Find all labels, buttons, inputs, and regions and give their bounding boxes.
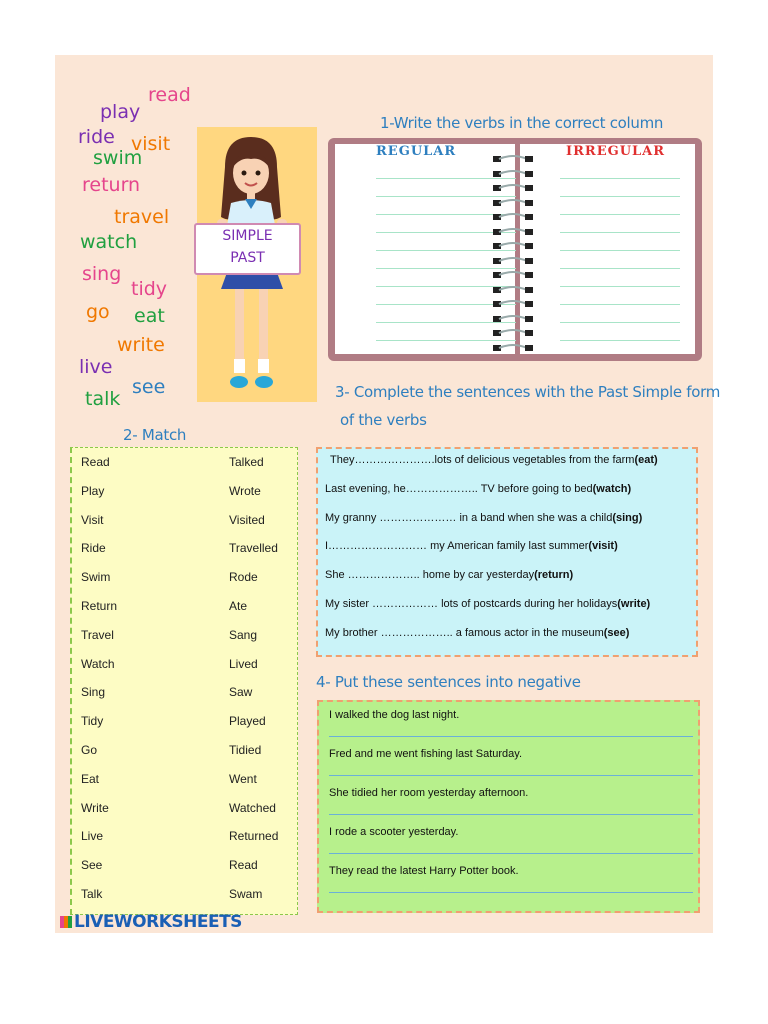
word-tidy: tidy <box>131 278 168 300</box>
complete-sentence[interactable] <box>325 598 650 610</box>
match-past-form[interactable]: Saw <box>229 685 253 700</box>
match-verb[interactable]: Sing <box>81 685 106 700</box>
answer-line[interactable] <box>560 304 680 305</box>
match-past-form[interactable]: Returned <box>229 829 279 844</box>
spiral-ring-icon <box>493 293 533 301</box>
sentence-text: I……………………… my American family last summer <box>325 540 589 553</box>
sentence-text: My sister ……………… lots of postcards during her holidays <box>325 598 618 610</box>
spiral-ring-icon <box>493 322 533 330</box>
answer-line[interactable] <box>560 232 680 233</box>
notebook-table <box>328 138 702 361</box>
match-box <box>70 447 298 915</box>
section2-title: 2- Match <box>123 426 187 444</box>
word-eat: eat <box>134 305 165 327</box>
spiral-ring-icon <box>493 279 533 287</box>
word-watch: watch <box>80 231 138 253</box>
match-past-form[interactable]: Swam <box>229 887 263 901</box>
match-past-form[interactable]: Went <box>229 771 257 786</box>
spiral-ring-icon <box>493 192 533 200</box>
match-verb[interactable]: Ride <box>81 541 106 556</box>
word-ride: ride <box>78 126 115 148</box>
sentence-verb: (watch) <box>592 482 632 495</box>
word-read: read <box>148 84 191 106</box>
answer-line[interactable] <box>560 214 680 215</box>
sentence-verb: (see) <box>603 626 630 639</box>
match-verb[interactable]: Watch <box>81 656 115 671</box>
match-verb[interactable]: Go <box>81 743 98 757</box>
complete-sentences-box <box>316 447 698 657</box>
match-past-form[interactable]: Played <box>229 714 266 729</box>
sentence-text: Last evening, he……………….. TV before going to bed <box>325 482 593 495</box>
word-play: play <box>100 101 141 123</box>
sentence-text: My granny ………………… in a band when she was a child <box>325 511 613 524</box>
match-verb[interactable]: Visit <box>81 512 104 527</box>
answer-line[interactable] <box>560 286 680 287</box>
word-return: return <box>82 174 141 196</box>
sentence-text: She ……………….. home by car yesterday <box>325 569 535 582</box>
complete-sentence[interactable] <box>325 483 631 495</box>
spiral-ring-icon <box>493 250 533 258</box>
simple-past-sign <box>194 223 301 275</box>
answer-line[interactable] <box>329 814 693 815</box>
spiral-ring-icon <box>493 264 533 272</box>
sentence-text: My brother ……………….. a famous actor in the museum <box>325 626 604 639</box>
match-past-form[interactable]: Read <box>229 858 258 873</box>
match-verb[interactable]: Write <box>81 800 109 815</box>
match-past-form[interactable]: Tidied <box>229 743 262 757</box>
word-see: see <box>132 376 166 398</box>
match-past-form[interactable]: Watched <box>229 800 276 815</box>
sign-line-2: PAST <box>230 250 265 266</box>
complete-sentence[interactable] <box>325 569 573 581</box>
sentence-verb: (sing) <box>612 511 643 524</box>
word-live: live <box>79 356 113 378</box>
match-verb[interactable]: Talk <box>81 887 103 901</box>
complete-sentence[interactable] <box>330 454 658 466</box>
section3-title-line1: 3- Complete the sentences with the Past Simple form <box>335 383 721 401</box>
word-talk: talk <box>85 388 121 410</box>
match-past-form[interactable]: Rode <box>229 570 258 585</box>
match-verb[interactable]: Read <box>81 455 110 469</box>
answer-line[interactable] <box>329 775 693 776</box>
match-verb[interactable]: Live <box>81 829 104 844</box>
answer-line[interactable] <box>560 196 680 197</box>
sentence-text: They………………….lots of delicious vegetables from the farm <box>330 454 635 466</box>
answer-line[interactable] <box>560 178 680 179</box>
answer-line[interactable] <box>560 340 680 341</box>
word-sing: sing <box>82 263 122 285</box>
negative-sentence: She tidied her room yesterday afternoon. <box>329 787 529 799</box>
sentence-verb: (return) <box>534 569 574 582</box>
logo-mark-icon <box>60 916 72 928</box>
complete-sentence[interactable] <box>325 540 618 552</box>
sentence-verb: (visit) <box>588 540 618 553</box>
match-verb[interactable]: Eat <box>81 771 100 786</box>
negative-sentence: They read the latest Harry Potter book. <box>329 865 519 877</box>
sign-line-1: SIMPLE <box>222 228 273 244</box>
section3-title-line2: of the verbs <box>340 411 427 429</box>
word-travel: travel <box>114 206 170 228</box>
regular-column-header: REGULAR <box>376 144 457 159</box>
sentence-verb: (write) <box>617 598 651 610</box>
answer-line[interactable] <box>329 736 693 737</box>
match-verb[interactable]: See <box>81 858 103 873</box>
answer-line[interactable] <box>560 322 680 323</box>
footer-brand: LIVEWORKSHEETS <box>74 912 242 932</box>
match-past-form[interactable]: Talked <box>229 455 264 469</box>
word-go: go <box>86 301 110 323</box>
liveworksheets-logo <box>60 912 242 932</box>
word-write: write <box>117 334 165 356</box>
irregular-column-header: IRREGULAR <box>566 144 666 159</box>
match-past-form[interactable]: Ate <box>229 599 248 613</box>
match-verb[interactable]: Swim <box>81 570 111 585</box>
spiral-ring-icon <box>493 163 533 171</box>
section4-title: 4- Put these sentences into negative <box>316 673 581 691</box>
negative-sentence: Fred and me went fishing last Saturday. <box>329 748 523 760</box>
answer-line[interactable] <box>329 853 693 854</box>
answer-line[interactable] <box>560 250 680 251</box>
spiral-ring-icon <box>493 148 533 156</box>
complete-sentence[interactable] <box>325 512 642 524</box>
sentence-verb: (eat) <box>634 454 658 466</box>
section1-title: 1-Write the verbs in the correct column <box>380 114 664 132</box>
match-verb[interactable]: Travel <box>81 627 114 642</box>
negative-sentence: I walked the dog last night. <box>329 709 460 721</box>
complete-sentence[interactable] <box>325 627 629 639</box>
negative-sentence: I rode a scooter yesterday. <box>329 826 459 838</box>
match-verb[interactable]: Play <box>81 483 105 498</box>
spiral-ring-icon <box>493 235 533 243</box>
spiral-ring-icon <box>493 308 533 316</box>
spiral-ring-icon <box>493 177 533 185</box>
word-swim: swim <box>93 147 143 169</box>
match-past-form[interactable]: Visited <box>229 512 265 527</box>
spiral-ring-icon <box>493 337 533 345</box>
match-past-form[interactable]: Lived <box>229 656 258 671</box>
spiral-ring-icon <box>493 221 533 229</box>
word-visit: visit <box>131 133 171 155</box>
answer-line[interactable] <box>560 268 680 269</box>
match-verb[interactable]: Return <box>81 599 118 613</box>
match-past-form[interactable]: Wrote <box>229 483 261 498</box>
girl-illustration-panel <box>197 127 317 402</box>
spiral-ring-icon <box>493 206 533 214</box>
negative-sentences-box <box>317 700 700 913</box>
match-verb[interactable]: Tidy <box>81 714 104 729</box>
answer-line[interactable] <box>329 892 693 893</box>
match-past-form[interactable]: Travelled <box>229 541 278 556</box>
match-past-form[interactable]: Sang <box>229 627 258 642</box>
